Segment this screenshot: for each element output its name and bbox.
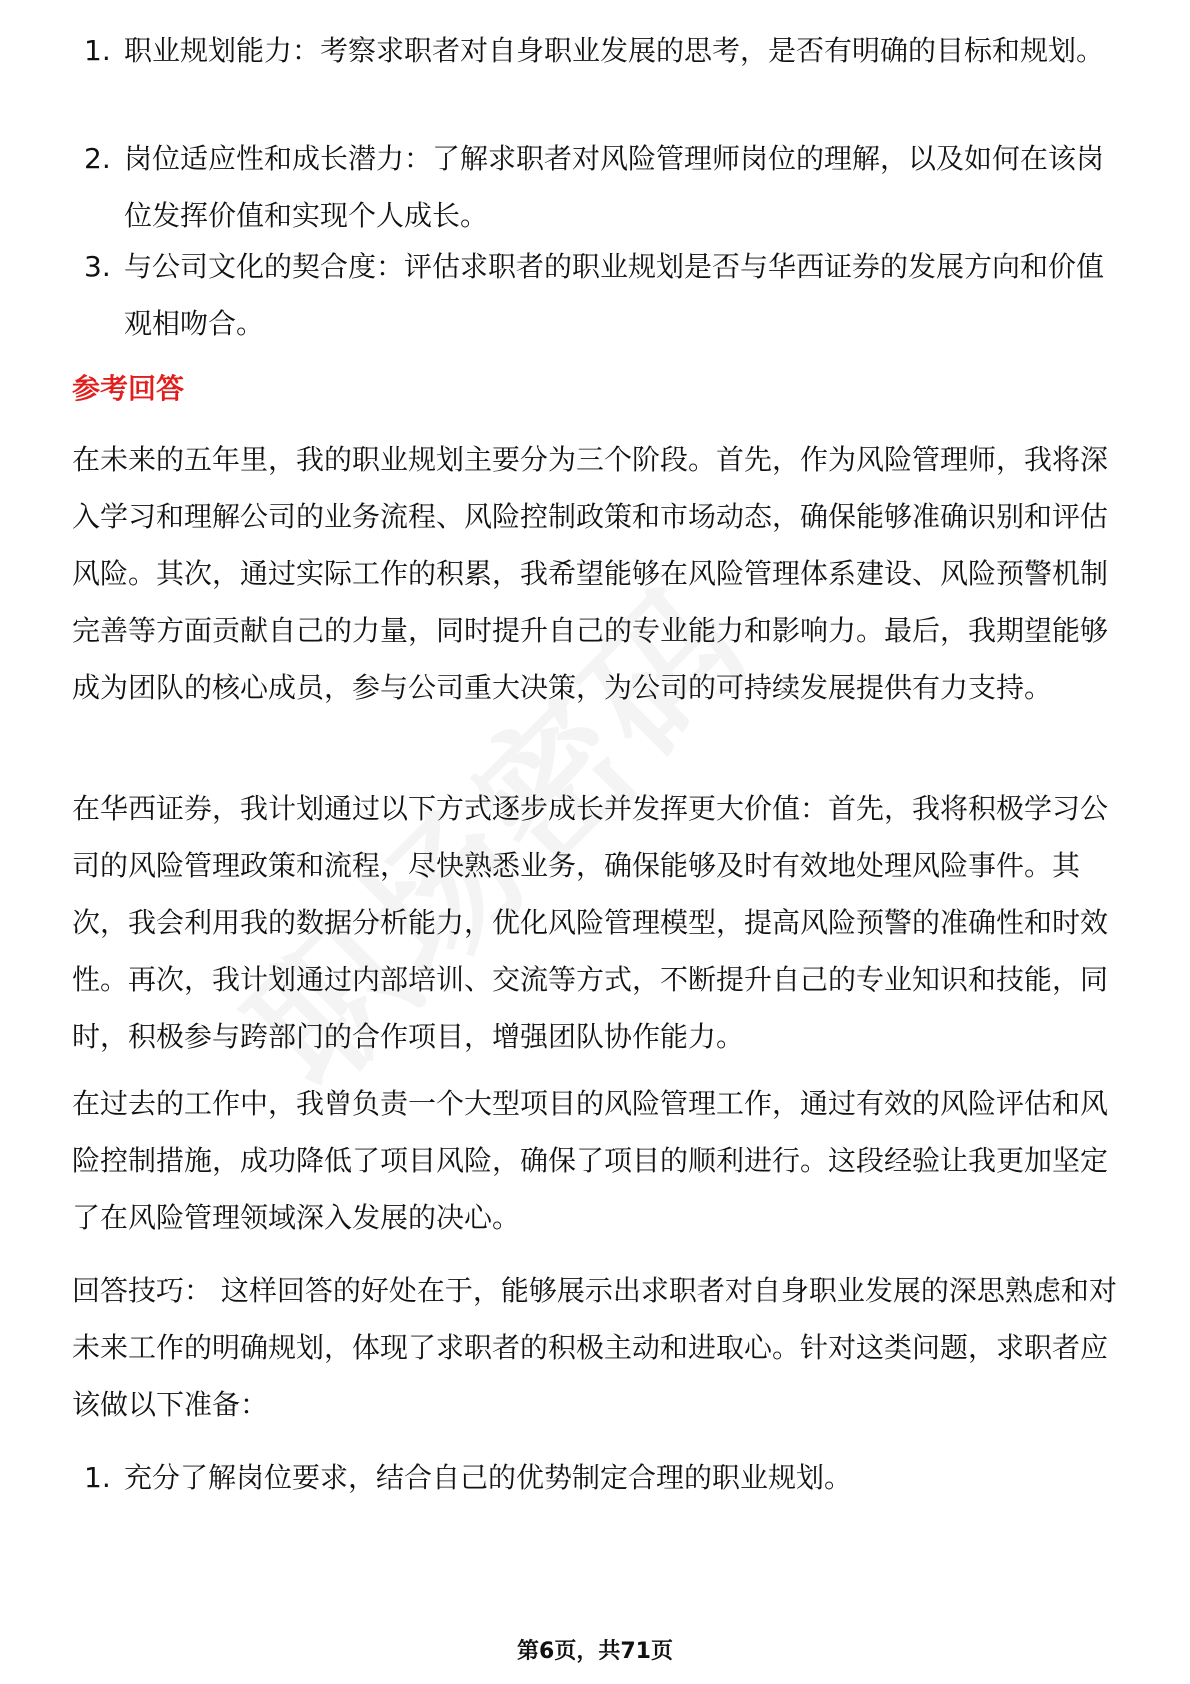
- list-text: 与公司文化的契合度：评估求职者的职业规划是否与华西证券的发展方向和价值观相吻合。: [124, 250, 1105, 340]
- list-number: 2.: [84, 142, 111, 175]
- paragraph-3: 在过去的工作中，我曾负责一个大型项目的风险管理工作，通过有效的风险评估和风险控制措施，成功降低了项目风险，确保了项目的顺利进行。这段经验让我更加坚定了在风险管理领域深入发展的决心。: [72, 1087, 1109, 1234]
- list-text: 充分了解岗位要求，结合自己的优势制定合理的职业规划。: [124, 1461, 853, 1494]
- list-item-1: [72, 22, 1120, 79]
- paragraph-4: 回答技巧： 这样回答的好处在于，能够展示出求职者对自身职业发展的深思熟虑和对未来工作的明确规划，体现了求职者的积极主动和进取心。针对这类问题，求职者应该做以下准备：: [72, 1274, 1117, 1421]
- list-text: 岗位适应性和成长潜力：了解求职者对风险管理师岗位的理解，以及如何在该岗位发挥价值和实现个人成长。: [124, 142, 1105, 232]
- list-number: 3.: [84, 250, 111, 283]
- paragraph-1: 在未来的五年里，我的职业规划主要分为三个阶段。首先，作为风险管理师，我将深入学习和理解公司的业务流程、风险控制政策和市场动态，确保能够准确识别和评估风险。其次，通过实际工作的积累，我希望能够在风险管理体系建设、风险预警机制完善等方面贡献自己的力量，同时提升自己的专业能力和影响力。最后，我期望能够成为团队的核心成员，参与公司重大决策，为公司的可持续发展提供有力支持。: [72, 443, 1109, 704]
- list-text: 职业规划能力：考察求职者对自身职业发展的思考，是否有明确的目标和规划。: [124, 34, 1105, 67]
- list-item-bottom-1: [72, 1449, 1120, 1506]
- page-number: 第6页，共71页: [517, 1639, 673, 1664]
- list-number: 1.: [84, 1461, 111, 1494]
- list-number: 1.: [84, 34, 111, 67]
- list-item-3: [72, 238, 1120, 352]
- section-heading: 参考回答: [72, 372, 185, 405]
- paragraph-2: 在华西证券，我计划通过以下方式逐步成长并发挥更大价值：首先，我将积极学习公司的风险管理政策和流程，尽快熟悉业务，确保能够及时有效地处理风险事件。其次，我会利用我的数据分析能力，优化风险管理模型，提高风险预警的准确性和时效性。再次，我计划通过内部培训、交流等方式，不断提升自己的专业知识和技能，同时，积极参与跨部门的合作项目，增强团队协作能力。: [72, 792, 1109, 1053]
- list-item-2: [72, 130, 1120, 244]
